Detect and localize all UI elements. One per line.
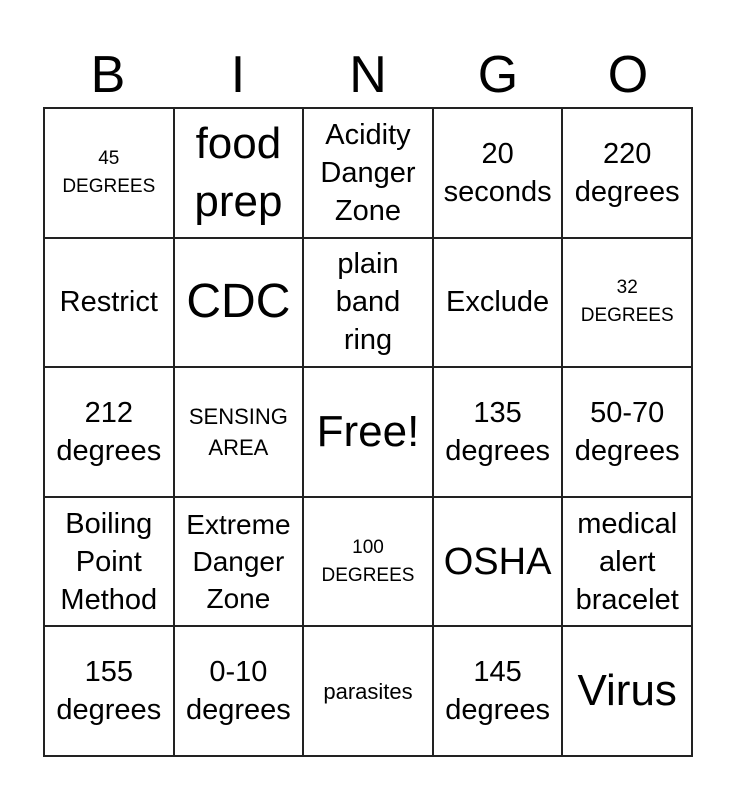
bingo-cell[interactable]: 45 DEGREES (45, 109, 175, 239)
header-letter-i: I (230, 46, 246, 104)
bingo-cell[interactable]: 155 degrees (45, 627, 175, 757)
bingo-cell[interactable]: 100 DEGREES (304, 498, 434, 628)
header-letter-g: G (477, 46, 519, 104)
bingo-cell[interactable]: parasites (304, 627, 434, 757)
header-letter-b: B (90, 46, 126, 104)
bingo-cell[interactable]: 0-10 degrees (175, 627, 305, 757)
bingo-cell[interactable]: 145 degrees (434, 627, 564, 757)
bingo-cell[interactable]: medical alert bracelet (563, 498, 693, 628)
free-space[interactable]: Free! (304, 368, 434, 498)
bingo-cell[interactable]: plain band ring (304, 239, 434, 369)
bingo-cell[interactable]: 220 degrees (563, 109, 693, 239)
bingo-cell[interactable]: Extreme Danger Zone (175, 498, 305, 628)
bingo-cell[interactable]: Virus (563, 627, 693, 757)
bingo-cell[interactable]: 32 DEGREES (563, 239, 693, 369)
header-letter-n: N (349, 46, 387, 104)
bingo-cell[interactable]: Restrict (45, 239, 175, 369)
bingo-cell[interactable]: 50-70 degrees (563, 368, 693, 498)
bingo-cell[interactable]: 20 seconds (434, 109, 564, 239)
bingo-cell[interactable]: Acidity Danger Zone (304, 109, 434, 239)
bingo-cell[interactable]: 212 degrees (45, 368, 175, 498)
bingo-cell[interactable]: Boiling Point Method (45, 498, 175, 628)
bingo-board (43, 107, 693, 757)
bingo-cell[interactable]: SENSING AREA (175, 368, 305, 498)
bingo-header (43, 42, 693, 108)
header-letter-o: O (607, 46, 649, 104)
bingo-cell[interactable]: OSHA (434, 498, 564, 628)
bingo-cell[interactable]: 135 degrees (434, 368, 564, 498)
bingo-cell[interactable]: food prep (175, 109, 305, 239)
bingo-cell[interactable]: Exclude (434, 239, 564, 369)
bingo-cell[interactable]: CDC (175, 239, 305, 369)
